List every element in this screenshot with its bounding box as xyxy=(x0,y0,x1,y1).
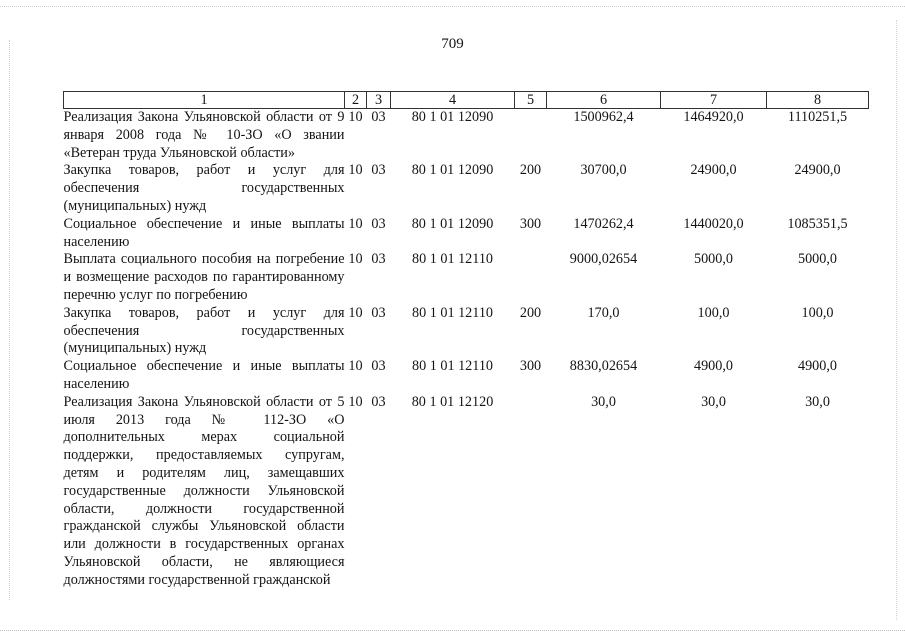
row-target-code: 80 1 01 12120 xyxy=(411,393,494,410)
row-name: Социальное обеспечение и иные выплаты населению xyxy=(63,358,345,392)
row-amount-6: 30700,0 xyxy=(580,162,627,179)
row-target-code: 80 1 01 12090 xyxy=(411,109,494,125)
table-row xyxy=(64,305,869,358)
row-expense-type: 300 xyxy=(519,215,542,232)
row-amount-6: 30,0 xyxy=(591,393,616,410)
row-expense-type xyxy=(515,394,547,590)
row-target-code: 80 1 01 12090 xyxy=(411,215,494,232)
row-expense-type xyxy=(515,109,547,163)
row-amount-8: 4900,0 xyxy=(797,358,837,375)
row-amount-7: 4900,0 xyxy=(693,358,733,375)
row-amount-7: 30,0 xyxy=(701,393,726,410)
row-amount-6: 8830,02654 xyxy=(569,358,638,375)
row-name: Закупка товаров, работ и услуг для обеспечения государственных (муниципальных) нужд xyxy=(63,304,345,357)
header-row xyxy=(64,92,869,109)
row-target-code: 80 1 01 12110 xyxy=(411,358,494,375)
budget-table xyxy=(63,91,869,590)
row-section: 10 xyxy=(348,393,363,410)
row-subsection: 03 xyxy=(371,215,386,232)
row-amount-6: 9000,02654 xyxy=(569,251,638,268)
scan-edge-left xyxy=(9,40,10,600)
table-header xyxy=(64,92,869,109)
row-amount-8: 1085351,5 xyxy=(787,215,848,232)
row-amount-8: 1110251,5 xyxy=(787,109,848,125)
header-col-8: 8 xyxy=(767,92,869,109)
row-target-code: 80 1 01 12110 xyxy=(411,304,494,321)
row-expense-type: 300 xyxy=(519,358,542,375)
row-amount-7: 1464920,0 xyxy=(683,109,744,125)
row-section: 10 xyxy=(348,215,363,232)
row-amount-6: 170,0 xyxy=(587,304,620,321)
row-name: Реализация Закона Ульяновской области от 9 января 2008 года № 10-ЗО «О звании «Ветеран труда Ульяновской области» xyxy=(63,109,345,161)
row-expense-type: 200 xyxy=(519,304,542,321)
table-row xyxy=(64,251,869,304)
header-col-2: 2 xyxy=(345,92,367,109)
row-amount-8: 100,0 xyxy=(801,304,834,321)
header-col-7: 7 xyxy=(661,92,767,109)
row-amount-7: 5000,0 xyxy=(693,251,733,268)
row-section: 10 xyxy=(348,304,363,321)
table-body xyxy=(64,109,869,590)
header-col-4: 4 xyxy=(391,92,515,109)
row-amount-7: 1440020,0 xyxy=(683,215,744,232)
header-col-1: 1 xyxy=(64,92,345,109)
table-row xyxy=(64,162,869,215)
table-row xyxy=(64,394,869,590)
row-section: 10 xyxy=(348,109,363,125)
row-amount-7: 24900,0 xyxy=(690,162,737,179)
row-section: 10 xyxy=(348,162,363,179)
header-col-5: 5 xyxy=(515,92,547,109)
row-name: Закупка товаров, работ и услуг для обеспечения государственных (муниципальных) нужд xyxy=(63,162,345,214)
scan-edge-bottom xyxy=(0,630,905,631)
header-col-3: 3 xyxy=(367,92,391,109)
page-number: 709 xyxy=(441,36,464,52)
row-expense-type xyxy=(515,251,547,304)
row-name: Реализация Закона Ульяновской области от 5 июля 2013 года № 112-ЗО «О дополнительных мерах социальной поддержки, предоставляемых супругам, детям и родителям лиц, замещавших государственные должности Ульяновской области, должности государственной гражданской службы Ульяновской области или должности в государственных органах Ульяновской области, не являющиеся должностями государственной гражданской xyxy=(63,393,345,588)
row-name: Социальное обеспечение и иные выплаты населению xyxy=(63,215,345,250)
row-amount-6: 1470262,4 xyxy=(573,215,634,232)
table-row xyxy=(64,109,869,163)
row-expense-type: 200 xyxy=(519,162,542,179)
table-row xyxy=(64,216,869,252)
row-section: 10 xyxy=(348,251,363,268)
row-amount-8: 30,0 xyxy=(805,393,830,410)
row-target-code: 80 1 01 12090 xyxy=(411,162,494,179)
row-amount-6: 1500962,4 xyxy=(573,109,634,125)
row-subsection: 03 xyxy=(371,162,386,179)
row-amount-8: 24900,0 xyxy=(794,162,841,179)
row-subsection: 03 xyxy=(371,251,386,268)
row-section: 10 xyxy=(348,358,363,375)
scan-edge-top xyxy=(0,6,905,7)
row-subsection: 03 xyxy=(371,358,386,375)
table-row xyxy=(64,358,869,394)
row-subsection: 03 xyxy=(371,304,386,321)
row-subsection: 03 xyxy=(371,109,386,125)
row-target-code: 80 1 01 12110 xyxy=(411,251,494,268)
row-name: Выплата социального пособия на погребение и возмещение расходов по гарантированному перечню услуг по погребению xyxy=(63,251,345,303)
scan-edge-right xyxy=(896,20,897,620)
row-amount-7: 100,0 xyxy=(697,304,730,321)
header-col-6: 6 xyxy=(547,92,661,109)
row-subsection: 03 xyxy=(371,393,386,410)
row-amount-8: 5000,0 xyxy=(797,251,837,268)
